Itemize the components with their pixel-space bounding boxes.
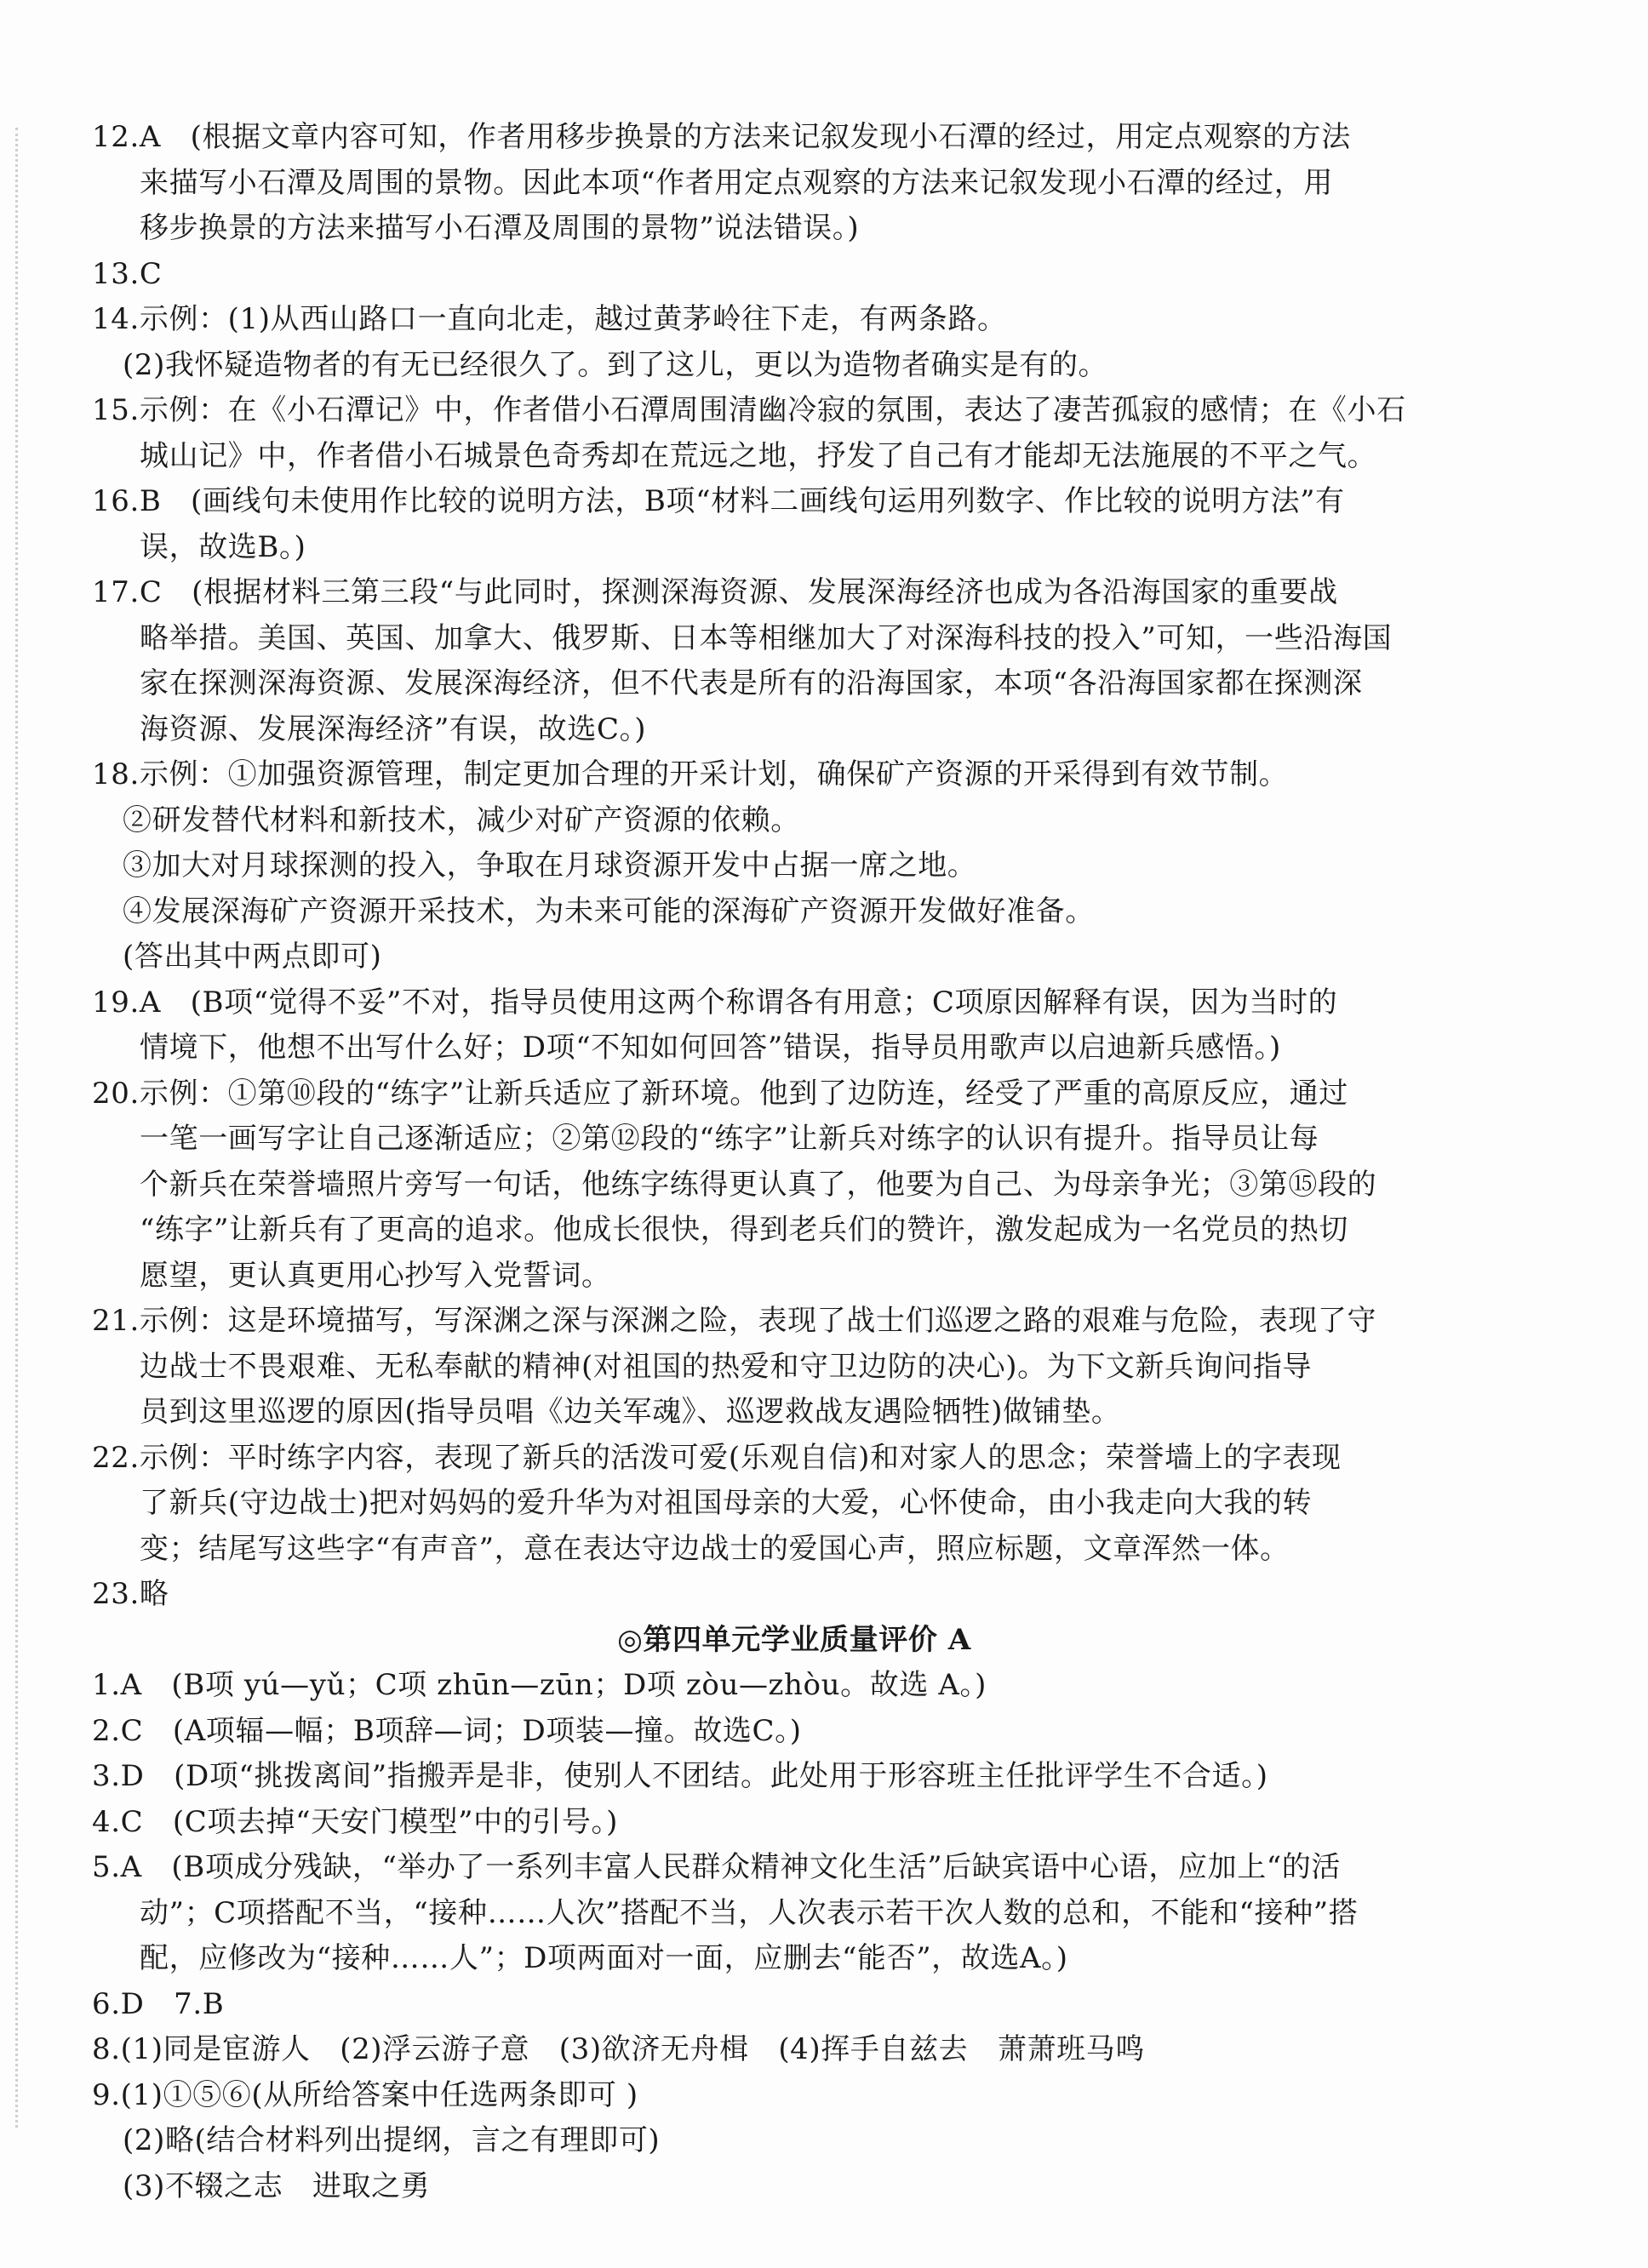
answer-q19 (92, 980, 1471, 1071)
answer-line: 4.C (C项去掉“天安门模型”中的引号。) (92, 1804, 618, 1839)
answer-q12 (92, 115, 1471, 252)
answer-line: 22.示例：平时练字内容，表现了新兵的活泼可爱(乐观自信)和对家人的思念；荣誉墙上的字表现 (92, 1440, 1342, 1475)
answer-line: 3.D (D项“挑拨离间”指搬弄是非，使别人不团结。此处用于形容班主任批评学生不合适。) (92, 1759, 1268, 1793)
answer-line: 配，应修改为“接种……人”；D项两面对一面，应删去“能否”，故选A。) (140, 1941, 1068, 1975)
answer-line: 员到这里巡逻的原因(指导员唱《边关军魂》、巡逻救战友遇险牺牲)做铺垫。 (140, 1395, 1121, 1429)
answer-q14 (92, 297, 1471, 388)
answer-line: 9.(1)①⑤⑥(从所给答案中任选两条即可 ) (92, 2077, 638, 2112)
answer-s5 (92, 1845, 1471, 1982)
binding-margin-dots (15, 128, 18, 2128)
answer-sub-line: ②研发替代材料和新技术，减少对矿产资源的依赖。 (123, 803, 800, 837)
answer-line: 略举措。美国、英国、加拿大、俄罗斯、日本等相继加大了对深海科技的投入”可知，一些沿海国 (140, 620, 1393, 655)
answer-q16 (92, 479, 1471, 570)
answer-line: 23.略 (92, 1577, 169, 1611)
answer-s8 (92, 2027, 1471, 2073)
answer-line: 21.示例：这是环境描写，写深渊之深与深渊之险，表现了战士们巡逻之路的艰难与危险，表现了守 (92, 1304, 1377, 1338)
answer-line: 了新兵(守边战士)把对妈妈的爱升华为对祖国母亲的大爱，心怀使命，由小我走向大我的转 (140, 1486, 1313, 1520)
answer-line: 12.A (根据文章内容可知，作者用移步换景的方法来记叙发现小石潭的经过，用定点观察的方法 (92, 120, 1351, 154)
answer-line: 一笔一画写字让自己逐渐适应；②第⑫段的“练字”让新兵对练字的认识有提升。指导员让每 (140, 1122, 1319, 1156)
answer-q20 (92, 1071, 1471, 1300)
answer-line: 误，故选B。) (140, 529, 306, 564)
answer-sub-line: (2)略(结合材料列出提纲，言之有理即可) (123, 2123, 661, 2157)
answer-sub-line: ④发展深海矿产资源开采技术，为未来可能的深海矿产资源开发做好准备。 (123, 894, 1095, 928)
answer-line: 来描写小石潭及周围的景物。因此本项“作者用定点观察的方法来记叙发现小石潭的经过，用 (140, 165, 1333, 200)
answer-line: 个新兵在荣誉墙照片旁写一句话，他练字练得更认真了，他要为自己、为母亲争光；③第⑮段的 (140, 1167, 1377, 1202)
answer-sub-line: ③加大对月球探测的投入，争取在月球资源开发中占据一席之地。 (123, 848, 977, 883)
page-content (92, 115, 1471, 2209)
answer-line: 1.A (B项 yú—yǔ；C项 zhūn—zūn；D项 zòu—zhòu。故选 A。) (92, 1668, 987, 1702)
answer-line: 8.(1)同是宦游人 (2)浮云游子意 (3)欲济无舟楫 (4)挥手自兹去 萧萧班马鸣 (92, 2032, 1145, 2066)
answer-sub-line: (2)我怀疑造物者的有无已经很久了。到了这儿，更以为造物者确实是有的。 (123, 347, 1108, 382)
answer-line: 海资源、发展深海经济”有误，故选C。) (140, 711, 647, 746)
answer-line: 17.C (根据材料三第三段“与此同时，探测深海资源、发展深海经济也成为各沿海国家的重要战 (92, 575, 1338, 609)
answer-s3 (92, 1754, 1471, 1800)
answer-line: 移步换景的方法来描写小石潭及周围的景物”说法错误。) (140, 211, 860, 245)
answer-line: 14.示例：(1)从西山路口一直向北走，越过黄茅岭往下走，有两条路。 (92, 302, 1007, 336)
answer-s9 (92, 2073, 1471, 2210)
answer-line: 愿望，更认真更用心抄写入党誓词。 (140, 1258, 611, 1293)
answer-q21 (92, 1299, 1471, 1436)
answer-line: 情境下，他想不出写什么好；D项“不知如何回答”错误，指导员用歌声以启迪新兵感悟。) (140, 1031, 1281, 1065)
answer-line: 19.A (B项“觉得不妥”不对，指导员使用这两个称谓各有用意；C项原因解释有误，因为当时的 (92, 985, 1338, 1020)
answer-s1 (92, 1663, 1471, 1709)
answer-q17 (92, 570, 1471, 752)
answer-q13 (92, 252, 1471, 298)
answer-q22 (92, 1436, 1471, 1573)
answer-line: 动”；C项搭配不当，“接种……人次”搭配不当，人次表示若干次人数的总和，不能和“接种”搭 (140, 1895, 1359, 1930)
answer-line: 2.C (A项辐—幅；B项辞—词；D项装—撞。故选C。) (92, 1713, 802, 1748)
answer-sub-line: (答出其中两点即可) (123, 940, 382, 974)
answer-line: 边战士不畏艰难、无私奉献的精神(对祖国的热爱和守卫边防的决心)。为下文新兵询问指导 (140, 1349, 1313, 1384)
answer-s2 (92, 1709, 1471, 1755)
answer-q15 (92, 388, 1471, 479)
answer-q18 (92, 752, 1471, 980)
answer-line: 城山记》中，作者借小石城景色奇秀却在荒远之地，抒发了自己有才能却无法施展的不平之气。 (140, 438, 1377, 473)
answer-sub-line: (3)不辍之志 进取之勇 (123, 2168, 431, 2203)
answer-line: 变；结尾写这些字“有声音”，意在表达守边战士的爱国心声，照应标题，文章浑然一体。 (140, 1531, 1290, 1566)
answer-line: “练字”让新兵有了更高的追求。他成长很快，得到老兵们的赞许，激发起成为一名党员的热切 (140, 1213, 1348, 1247)
answer-line: 20.示例：①第⑩段的“练字”让新兵适应了新环境。他到了边防连，经受了严重的高原反应，通过 (92, 1076, 1348, 1111)
answer-line: 5.A (B项成分残缺，“举办了一系列丰富人民群众精神文化生活”后缺宾语中心语，应加上“的活 (92, 1850, 1341, 1884)
section-title: ◎第四单元学业质量评价 A (617, 1622, 971, 1657)
answer-line: 16.B (画线句未使用作比较的说明方法，B项“材料二画线句运用列数字、作比较的说明方法”有 (92, 484, 1345, 518)
answer-line: 13.C (92, 256, 163, 291)
answer-q23 (92, 1572, 1471, 1618)
answer-s4 (92, 1800, 1471, 1846)
answer-line: 6.D 7.B (92, 1986, 225, 2021)
answer-line: 15.示例：在《小石潭记》中，作者借小石潭周围清幽冷寂的氛围，表达了凄苦孤寂的感情；在《小石 (92, 393, 1406, 427)
answer-line: 18.示例：①加强资源管理，制定更加合理的开采计划，确保矿产资源的开采得到有效节制。 (92, 757, 1289, 791)
answer-line: 家在探测深海资源、发展深海经济，但不代表是所有的沿海国家，本项“各沿海国家都在探测深 (140, 666, 1363, 700)
answer-s6-7 (92, 1982, 1471, 2028)
